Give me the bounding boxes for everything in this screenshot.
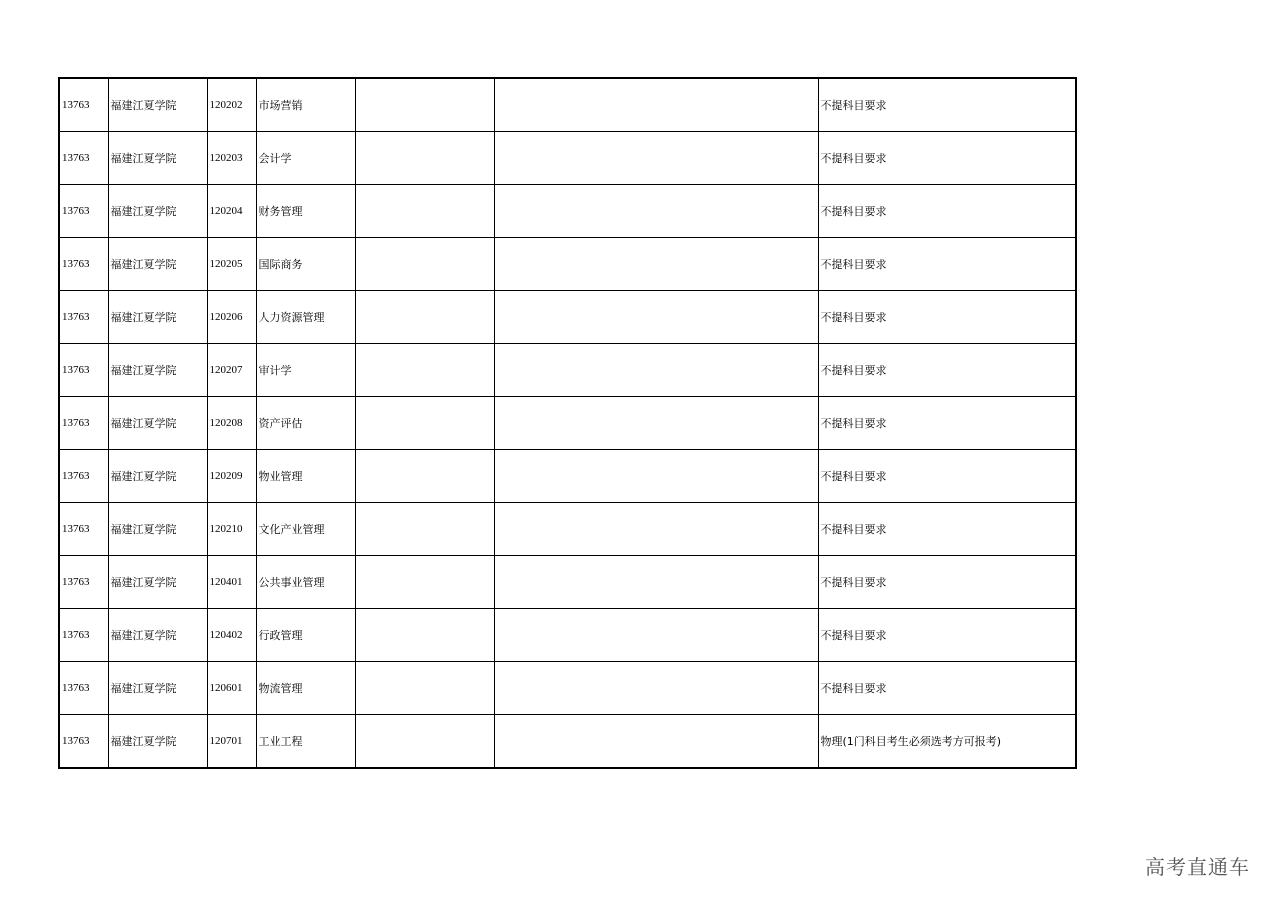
empty-cell [494, 185, 818, 238]
major-name-cell: 会计学 [256, 132, 355, 185]
subject-requirement-cell: 不提科目要求 [818, 78, 1076, 132]
school-code-cell: 13763 [59, 503, 108, 556]
school-name-cell: 福建江夏学院 [108, 185, 207, 238]
school-name-cell: 福建江夏学院 [108, 609, 207, 662]
major-code-cell: 120208 [207, 397, 256, 450]
table-row [59, 132, 1076, 185]
major-name-cell: 财务管理 [256, 185, 355, 238]
empty-cell [494, 450, 818, 503]
school-name-cell: 福建江夏学院 [108, 503, 207, 556]
subject-requirement-cell: 不提科目要求 [818, 291, 1076, 344]
empty-cell [355, 503, 494, 556]
major-name-cell: 公共事业管理 [256, 556, 355, 609]
school-name-cell: 福建江夏学院 [108, 397, 207, 450]
subject-requirement-cell: 不提科目要求 [818, 238, 1076, 291]
empty-cell [494, 662, 818, 715]
empty-cell [494, 556, 818, 609]
school-code-cell: 13763 [59, 397, 108, 450]
school-name-cell: 福建江夏学院 [108, 78, 207, 132]
table-row [59, 397, 1076, 450]
school-name-cell: 福建江夏学院 [108, 450, 207, 503]
major-name-cell: 审计学 [256, 344, 355, 397]
table-row [59, 344, 1076, 397]
school-code-cell: 13763 [59, 78, 108, 132]
subject-requirement-cell: 不提科目要求 [818, 185, 1076, 238]
major-code-cell: 120207 [207, 344, 256, 397]
major-name-cell: 人力资源管理 [256, 291, 355, 344]
table-row [59, 503, 1076, 556]
table-row [59, 78, 1076, 132]
school-code-cell: 13763 [59, 238, 108, 291]
major-name-cell: 物流管理 [256, 662, 355, 715]
school-code-cell: 13763 [59, 662, 108, 715]
school-name-cell: 福建江夏学院 [108, 132, 207, 185]
major-code-cell: 120209 [207, 450, 256, 503]
school-code-cell: 13763 [59, 609, 108, 662]
empty-cell [494, 397, 818, 450]
school-name-cell: 福建江夏学院 [108, 238, 207, 291]
major-name-cell: 国际商务 [256, 238, 355, 291]
empty-cell [355, 609, 494, 662]
subject-requirement-cell: 不提科目要求 [818, 503, 1076, 556]
school-name-cell: 福建江夏学院 [108, 662, 207, 715]
major-code-cell: 120203 [207, 132, 256, 185]
empty-cell [355, 344, 494, 397]
subject-requirement-cell: 不提科目要求 [818, 450, 1076, 503]
table-row [59, 291, 1076, 344]
table-row [59, 450, 1076, 503]
subject-requirement-table [58, 77, 1077, 769]
empty-cell [494, 78, 818, 132]
empty-cell [355, 238, 494, 291]
table-row [59, 556, 1076, 609]
school-code-cell: 13763 [59, 556, 108, 609]
school-code-cell: 13763 [59, 344, 108, 397]
school-name-cell: 福建江夏学院 [108, 556, 207, 609]
major-code-cell: 120401 [207, 556, 256, 609]
major-code-cell: 120204 [207, 185, 256, 238]
empty-cell [355, 291, 494, 344]
school-name-cell: 福建江夏学院 [108, 344, 207, 397]
table-row [59, 609, 1076, 662]
empty-cell [355, 450, 494, 503]
empty-cell [494, 291, 818, 344]
major-name-cell: 物业管理 [256, 450, 355, 503]
table-body [59, 78, 1076, 768]
major-code-cell: 120701 [207, 715, 256, 769]
empty-cell [355, 185, 494, 238]
major-name-cell: 资产评估 [256, 397, 355, 450]
subject-requirement-cell: 物理(1门科目考生必须选考方可报考) [818, 715, 1076, 769]
subject-requirement-cell: 不提科目要求 [818, 344, 1076, 397]
major-name-cell: 文化产业管理 [256, 503, 355, 556]
major-code-cell: 120206 [207, 291, 256, 344]
major-code-cell: 120205 [207, 238, 256, 291]
school-name-cell: 福建江夏学院 [108, 291, 207, 344]
major-name-cell: 市场营销 [256, 78, 355, 132]
major-code-cell: 120202 [207, 78, 256, 132]
major-name-cell: 行政管理 [256, 609, 355, 662]
major-code-cell: 120601 [207, 662, 256, 715]
empty-cell [355, 132, 494, 185]
empty-cell [355, 397, 494, 450]
school-code-cell: 13763 [59, 185, 108, 238]
major-code-cell: 120402 [207, 609, 256, 662]
school-code-cell: 13763 [59, 291, 108, 344]
empty-cell [494, 715, 818, 769]
empty-cell [494, 503, 818, 556]
school-code-cell: 13763 [59, 715, 108, 769]
table-row [59, 715, 1076, 769]
subject-requirement-cell: 不提科目要求 [818, 397, 1076, 450]
empty-cell [494, 609, 818, 662]
table-row [59, 185, 1076, 238]
table-row [59, 662, 1076, 715]
school-code-cell: 13763 [59, 132, 108, 185]
watermark-text: 高考直通车 [1145, 855, 1250, 879]
empty-cell [494, 132, 818, 185]
school-name-cell: 福建江夏学院 [108, 715, 207, 769]
subject-requirement-cell: 不提科目要求 [818, 556, 1076, 609]
subject-requirement-cell: 不提科目要求 [818, 662, 1076, 715]
empty-cell [355, 662, 494, 715]
empty-cell [494, 344, 818, 397]
major-code-cell: 120210 [207, 503, 256, 556]
empty-cell [355, 78, 494, 132]
subject-requirement-cell: 不提科目要求 [818, 132, 1076, 185]
empty-cell [355, 556, 494, 609]
empty-cell [355, 715, 494, 769]
table-row [59, 238, 1076, 291]
empty-cell [494, 238, 818, 291]
subject-requirement-cell: 不提科目要求 [818, 609, 1076, 662]
major-name-cell: 工业工程 [256, 715, 355, 769]
school-code-cell: 13763 [59, 450, 108, 503]
